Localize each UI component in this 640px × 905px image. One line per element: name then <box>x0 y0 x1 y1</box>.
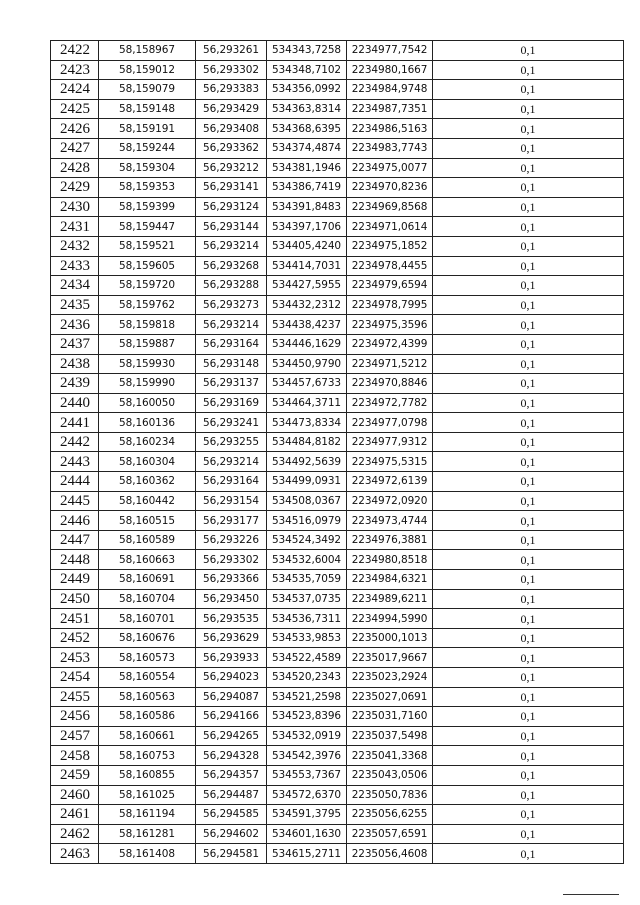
latitude-cell: 58,159244 <box>99 138 196 158</box>
point-number-cell: 2453 <box>51 648 99 668</box>
longitude-cell: 56,293933 <box>196 648 267 668</box>
table-row <box>51 236 624 256</box>
table-row <box>51 217 624 237</box>
table-row <box>51 628 624 648</box>
accuracy-cell: 0,1 <box>433 726 624 746</box>
y-coordinate-cell: 2235023,2924 <box>347 668 433 688</box>
y-coordinate-cell: 2234994,5990 <box>347 609 433 629</box>
point-number-cell: 2447 <box>51 530 99 550</box>
x-coordinate-cell: 534524,3492 <box>267 530 347 550</box>
point-number-cell: 2442 <box>51 432 99 452</box>
longitude-cell: 56,293137 <box>196 374 267 394</box>
accuracy-cell: 0,1 <box>433 295 624 315</box>
table-row <box>51 119 624 139</box>
y-coordinate-cell: 2234984,6321 <box>347 570 433 590</box>
latitude-cell: 58,160701 <box>99 609 196 629</box>
latitude-cell: 58,159191 <box>99 119 196 139</box>
table-row <box>51 765 624 785</box>
table-row <box>51 609 624 629</box>
accuracy-cell: 0,1 <box>433 60 624 80</box>
table-row <box>51 393 624 413</box>
table-row <box>51 805 624 825</box>
latitude-cell: 58,160855 <box>99 765 196 785</box>
accuracy-cell: 0,1 <box>433 178 624 198</box>
point-number-cell: 2440 <box>51 393 99 413</box>
y-coordinate-cell: 2235037,5498 <box>347 726 433 746</box>
longitude-cell: 56,293169 <box>196 393 267 413</box>
point-number-cell: 2460 <box>51 785 99 805</box>
latitude-cell: 58,160753 <box>99 746 196 766</box>
y-coordinate-cell: 2235056,4608 <box>347 844 433 864</box>
longitude-cell: 56,293226 <box>196 530 267 550</box>
longitude-cell: 56,293383 <box>196 80 267 100</box>
accuracy-cell: 0,1 <box>433 472 624 492</box>
point-number-cell: 2462 <box>51 824 99 844</box>
point-number-cell: 2430 <box>51 197 99 217</box>
point-number-cell: 2441 <box>51 413 99 433</box>
longitude-cell: 56,293450 <box>196 589 267 609</box>
y-coordinate-cell: 2235043,0506 <box>347 765 433 785</box>
latitude-cell: 58,160304 <box>99 452 196 472</box>
longitude-cell: 56,293273 <box>196 295 267 315</box>
y-coordinate-cell: 2234978,4455 <box>347 256 433 276</box>
x-coordinate-cell: 534521,2598 <box>267 687 347 707</box>
y-coordinate-cell: 2235050,7836 <box>347 785 433 805</box>
longitude-cell: 56,293366 <box>196 570 267 590</box>
table-row <box>51 491 624 511</box>
x-coordinate-cell: 534536,7311 <box>267 609 347 629</box>
latitude-cell: 58,159887 <box>99 334 196 354</box>
x-coordinate-cell: 534446,1629 <box>267 334 347 354</box>
table-row <box>51 99 624 119</box>
table-row <box>51 472 624 492</box>
longitude-cell: 56,293408 <box>196 119 267 139</box>
y-coordinate-cell: 2234975,3596 <box>347 315 433 335</box>
coordinates-table-body <box>51 41 624 864</box>
point-number-cell: 2452 <box>51 628 99 648</box>
longitude-cell: 56,294357 <box>196 765 267 785</box>
latitude-cell: 58,160691 <box>99 570 196 590</box>
longitude-cell: 56,293144 <box>196 217 267 237</box>
latitude-cell: 58,160362 <box>99 472 196 492</box>
longitude-cell: 56,293241 <box>196 413 267 433</box>
y-coordinate-cell: 2234970,8236 <box>347 178 433 198</box>
latitude-cell: 58,159605 <box>99 256 196 276</box>
longitude-cell: 56,293214 <box>196 236 267 256</box>
accuracy-cell: 0,1 <box>433 315 624 335</box>
accuracy-cell: 0,1 <box>433 609 624 629</box>
latitude-cell: 58,160676 <box>99 628 196 648</box>
point-number-cell: 2444 <box>51 472 99 492</box>
longitude-cell: 56,293212 <box>196 158 267 178</box>
accuracy-cell: 0,1 <box>433 432 624 452</box>
longitude-cell: 56,293141 <box>196 178 267 198</box>
accuracy-cell: 0,1 <box>433 511 624 531</box>
point-number-cell: 2458 <box>51 746 99 766</box>
y-coordinate-cell: 2234971,5212 <box>347 354 433 374</box>
longitude-cell: 56,294087 <box>196 687 267 707</box>
latitude-cell: 58,160136 <box>99 413 196 433</box>
x-coordinate-cell: 534348,7102 <box>267 60 347 80</box>
y-coordinate-cell: 2235056,6255 <box>347 805 433 825</box>
accuracy-cell: 0,1 <box>433 824 624 844</box>
longitude-cell: 56,293255 <box>196 432 267 452</box>
x-coordinate-cell: 534397,1706 <box>267 217 347 237</box>
point-number-cell: 2429 <box>51 178 99 198</box>
point-number-cell: 2463 <box>51 844 99 864</box>
y-coordinate-cell: 2234975,0077 <box>347 158 433 178</box>
table-row <box>51 295 624 315</box>
point-number-cell: 2451 <box>51 609 99 629</box>
point-number-cell: 2436 <box>51 315 99 335</box>
point-number-cell: 2443 <box>51 452 99 472</box>
accuracy-cell: 0,1 <box>433 236 624 256</box>
x-coordinate-cell: 534532,6004 <box>267 550 347 570</box>
accuracy-cell: 0,1 <box>433 746 624 766</box>
table-row <box>51 276 624 296</box>
latitude-cell: 58,160573 <box>99 648 196 668</box>
x-coordinate-cell: 534523,8396 <box>267 707 347 727</box>
y-coordinate-cell: 2234972,6139 <box>347 472 433 492</box>
latitude-cell: 58,159148 <box>99 99 196 119</box>
y-coordinate-cell: 2234969,8568 <box>347 197 433 217</box>
table-row <box>51 158 624 178</box>
table-row <box>51 256 624 276</box>
longitude-cell: 56,293302 <box>196 550 267 570</box>
accuracy-cell: 0,1 <box>433 99 624 119</box>
point-number-cell: 2457 <box>51 726 99 746</box>
x-coordinate-cell: 534368,6395 <box>267 119 347 139</box>
y-coordinate-cell: 2234972,7782 <box>347 393 433 413</box>
y-coordinate-cell: 2234977,0798 <box>347 413 433 433</box>
x-coordinate-cell: 534572,6370 <box>267 785 347 805</box>
table-row <box>51 413 624 433</box>
longitude-cell: 56,294166 <box>196 707 267 727</box>
table-row <box>51 687 624 707</box>
table-row <box>51 785 624 805</box>
point-number-cell: 2437 <box>51 334 99 354</box>
longitude-cell: 56,294023 <box>196 668 267 688</box>
table-row <box>51 452 624 472</box>
x-coordinate-cell: 534438,4237 <box>267 315 347 335</box>
latitude-cell: 58,160704 <box>99 589 196 609</box>
longitude-cell: 56,293154 <box>196 491 267 511</box>
point-number-cell: 2450 <box>51 589 99 609</box>
latitude-cell: 58,160234 <box>99 432 196 452</box>
longitude-cell: 56,293268 <box>196 256 267 276</box>
x-coordinate-cell: 534343,7258 <box>267 41 347 61</box>
table-row <box>51 432 624 452</box>
table-row <box>51 530 624 550</box>
y-coordinate-cell: 2235031,7160 <box>347 707 433 727</box>
longitude-cell: 56,293302 <box>196 60 267 80</box>
y-coordinate-cell: 2235000,1013 <box>347 628 433 648</box>
latitude-cell: 58,160515 <box>99 511 196 531</box>
x-coordinate-cell: 534432,2312 <box>267 295 347 315</box>
longitude-cell: 56,293214 <box>196 315 267 335</box>
longitude-cell: 56,294265 <box>196 726 267 746</box>
point-number-cell: 2425 <box>51 99 99 119</box>
latitude-cell: 58,159012 <box>99 60 196 80</box>
y-coordinate-cell: 2234973,4744 <box>347 511 433 531</box>
table-row <box>51 589 624 609</box>
x-coordinate-cell: 534499,0931 <box>267 472 347 492</box>
longitude-cell: 56,294585 <box>196 805 267 825</box>
point-number-cell: 2459 <box>51 765 99 785</box>
y-coordinate-cell: 2234978,7995 <box>347 295 433 315</box>
y-coordinate-cell: 2234972,0920 <box>347 491 433 511</box>
x-coordinate-cell: 534542,3976 <box>267 746 347 766</box>
latitude-cell: 58,159720 <box>99 276 196 296</box>
latitude-cell: 58,159930 <box>99 354 196 374</box>
table-row <box>51 570 624 590</box>
x-coordinate-cell: 534464,3711 <box>267 393 347 413</box>
table-row <box>51 726 624 746</box>
y-coordinate-cell: 2234986,5163 <box>347 119 433 139</box>
coordinates-table <box>50 40 624 864</box>
x-coordinate-cell: 534391,8483 <box>267 197 347 217</box>
latitude-cell: 58,158967 <box>99 41 196 61</box>
accuracy-cell: 0,1 <box>433 256 624 276</box>
table-row <box>51 668 624 688</box>
latitude-cell: 58,160586 <box>99 707 196 727</box>
y-coordinate-cell: 2234980,1667 <box>347 60 433 80</box>
accuracy-cell: 0,1 <box>433 80 624 100</box>
accuracy-cell: 0,1 <box>433 119 624 139</box>
accuracy-cell: 0,1 <box>433 589 624 609</box>
point-number-cell: 2454 <box>51 668 99 688</box>
x-coordinate-cell: 534473,8334 <box>267 413 347 433</box>
latitude-cell: 58,159353 <box>99 178 196 198</box>
latitude-cell: 58,160554 <box>99 668 196 688</box>
accuracy-cell: 0,1 <box>433 648 624 668</box>
longitude-cell: 56,293629 <box>196 628 267 648</box>
latitude-cell: 58,159079 <box>99 80 196 100</box>
point-number-cell: 2456 <box>51 707 99 727</box>
longitude-cell: 56,293164 <box>196 472 267 492</box>
y-coordinate-cell: 2234989,6211 <box>347 589 433 609</box>
longitude-cell: 56,293535 <box>196 609 267 629</box>
accuracy-cell: 0,1 <box>433 491 624 511</box>
y-coordinate-cell: 2234971,0614 <box>347 217 433 237</box>
point-number-cell: 2428 <box>51 158 99 178</box>
table-row <box>51 511 624 531</box>
longitude-cell: 56,294328 <box>196 746 267 766</box>
point-number-cell: 2438 <box>51 354 99 374</box>
x-coordinate-cell: 534363,8314 <box>267 99 347 119</box>
y-coordinate-cell: 2234976,3881 <box>347 530 433 550</box>
longitude-cell: 56,294602 <box>196 824 267 844</box>
accuracy-cell: 0,1 <box>433 707 624 727</box>
y-coordinate-cell: 2235041,3368 <box>347 746 433 766</box>
longitude-cell: 56,293261 <box>196 41 267 61</box>
table-row <box>51 707 624 727</box>
x-coordinate-cell: 534522,4589 <box>267 648 347 668</box>
accuracy-cell: 0,1 <box>433 393 624 413</box>
latitude-cell: 58,159990 <box>99 374 196 394</box>
accuracy-cell: 0,1 <box>433 628 624 648</box>
point-number-cell: 2422 <box>51 41 99 61</box>
longitude-cell: 56,293148 <box>196 354 267 374</box>
accuracy-cell: 0,1 <box>433 765 624 785</box>
longitude-cell: 56,293429 <box>196 99 267 119</box>
y-coordinate-cell: 2235057,6591 <box>347 824 433 844</box>
table-row <box>51 138 624 158</box>
latitude-cell: 58,161194 <box>99 805 196 825</box>
accuracy-cell: 0,1 <box>433 844 624 864</box>
x-coordinate-cell: 534492,5639 <box>267 452 347 472</box>
y-coordinate-cell: 2234972,4399 <box>347 334 433 354</box>
longitude-cell: 56,293164 <box>196 334 267 354</box>
point-number-cell: 2433 <box>51 256 99 276</box>
latitude-cell: 58,159762 <box>99 295 196 315</box>
x-coordinate-cell: 534532,0919 <box>267 726 347 746</box>
accuracy-cell: 0,1 <box>433 217 624 237</box>
latitude-cell: 58,161025 <box>99 785 196 805</box>
accuracy-cell: 0,1 <box>433 668 624 688</box>
x-coordinate-cell: 534533,9853 <box>267 628 347 648</box>
x-coordinate-cell: 534414,7031 <box>267 256 347 276</box>
latitude-cell: 58,159304 <box>99 158 196 178</box>
table-row <box>51 824 624 844</box>
x-coordinate-cell: 534356,0992 <box>267 80 347 100</box>
accuracy-cell: 0,1 <box>433 687 624 707</box>
point-number-cell: 2426 <box>51 119 99 139</box>
x-coordinate-cell: 534537,0735 <box>267 589 347 609</box>
accuracy-cell: 0,1 <box>433 374 624 394</box>
table-row <box>51 197 624 217</box>
y-coordinate-cell: 2234975,1852 <box>347 236 433 256</box>
latitude-cell: 58,160589 <box>99 530 196 550</box>
x-coordinate-cell: 534484,8182 <box>267 432 347 452</box>
longitude-cell: 56,294487 <box>196 785 267 805</box>
table-row <box>51 334 624 354</box>
latitude-cell: 58,160442 <box>99 491 196 511</box>
y-coordinate-cell: 2234975,5315 <box>347 452 433 472</box>
table-row <box>51 60 624 80</box>
accuracy-cell: 0,1 <box>433 138 624 158</box>
point-number-cell: 2435 <box>51 295 99 315</box>
table-row <box>51 844 624 864</box>
latitude-cell: 58,161281 <box>99 824 196 844</box>
table-row <box>51 648 624 668</box>
x-coordinate-cell: 534535,7059 <box>267 570 347 590</box>
accuracy-cell: 0,1 <box>433 41 624 61</box>
accuracy-cell: 0,1 <box>433 197 624 217</box>
accuracy-cell: 0,1 <box>433 158 624 178</box>
point-number-cell: 2449 <box>51 570 99 590</box>
accuracy-cell: 0,1 <box>433 530 624 550</box>
point-number-cell: 2446 <box>51 511 99 531</box>
longitude-cell: 56,293177 <box>196 511 267 531</box>
accuracy-cell: 0,1 <box>433 570 624 590</box>
point-number-cell: 2431 <box>51 217 99 237</box>
y-coordinate-cell: 2234979,6594 <box>347 276 433 296</box>
longitude-cell: 56,293288 <box>196 276 267 296</box>
point-number-cell: 2432 <box>51 236 99 256</box>
y-coordinate-cell: 2235027,0691 <box>347 687 433 707</box>
table-row <box>51 315 624 335</box>
table-row <box>51 374 624 394</box>
table-row <box>51 178 624 198</box>
x-coordinate-cell: 534457,6733 <box>267 374 347 394</box>
page-edge-line <box>563 894 619 895</box>
x-coordinate-cell: 534381,1946 <box>267 158 347 178</box>
point-number-cell: 2445 <box>51 491 99 511</box>
point-number-cell: 2423 <box>51 60 99 80</box>
latitude-cell: 58,159447 <box>99 217 196 237</box>
y-coordinate-cell: 2234983,7743 <box>347 138 433 158</box>
point-number-cell: 2461 <box>51 805 99 825</box>
y-coordinate-cell: 2234970,8846 <box>347 374 433 394</box>
point-number-cell: 2424 <box>51 80 99 100</box>
accuracy-cell: 0,1 <box>433 276 624 296</box>
y-coordinate-cell: 2234987,7351 <box>347 99 433 119</box>
x-coordinate-cell: 534508,0367 <box>267 491 347 511</box>
table-row <box>51 354 624 374</box>
y-coordinate-cell: 2235017,9667 <box>347 648 433 668</box>
y-coordinate-cell: 2234977,7542 <box>347 41 433 61</box>
accuracy-cell: 0,1 <box>433 354 624 374</box>
latitude-cell: 58,159521 <box>99 236 196 256</box>
point-number-cell: 2427 <box>51 138 99 158</box>
x-coordinate-cell: 534405,4240 <box>267 236 347 256</box>
y-coordinate-cell: 2234984,9748 <box>347 80 433 100</box>
x-coordinate-cell: 534450,9790 <box>267 354 347 374</box>
x-coordinate-cell: 534386,7419 <box>267 178 347 198</box>
y-coordinate-cell: 2234980,8518 <box>347 550 433 570</box>
x-coordinate-cell: 534520,2343 <box>267 668 347 688</box>
latitude-cell: 58,160661 <box>99 726 196 746</box>
latitude-cell: 58,160050 <box>99 393 196 413</box>
point-number-cell: 2439 <box>51 374 99 394</box>
x-coordinate-cell: 534553,7367 <box>267 765 347 785</box>
accuracy-cell: 0,1 <box>433 785 624 805</box>
longitude-cell: 56,294581 <box>196 844 267 864</box>
x-coordinate-cell: 534374,4874 <box>267 138 347 158</box>
point-number-cell: 2448 <box>51 550 99 570</box>
table-row <box>51 550 624 570</box>
accuracy-cell: 0,1 <box>433 805 624 825</box>
accuracy-cell: 0,1 <box>433 413 624 433</box>
y-coordinate-cell: 2234977,9312 <box>347 432 433 452</box>
x-coordinate-cell: 534601,1630 <box>267 824 347 844</box>
latitude-cell: 58,159399 <box>99 197 196 217</box>
point-number-cell: 2434 <box>51 276 99 296</box>
table-row <box>51 41 624 61</box>
table-row <box>51 80 624 100</box>
latitude-cell: 58,160563 <box>99 687 196 707</box>
longitude-cell: 56,293214 <box>196 452 267 472</box>
latitude-cell: 58,160663 <box>99 550 196 570</box>
accuracy-cell: 0,1 <box>433 550 624 570</box>
longitude-cell: 56,293362 <box>196 138 267 158</box>
accuracy-cell: 0,1 <box>433 334 624 354</box>
latitude-cell: 58,159818 <box>99 315 196 335</box>
x-coordinate-cell: 534516,0979 <box>267 511 347 531</box>
table-row <box>51 746 624 766</box>
latitude-cell: 58,161408 <box>99 844 196 864</box>
point-number-cell: 2455 <box>51 687 99 707</box>
longitude-cell: 56,293124 <box>196 197 267 217</box>
x-coordinate-cell: 534591,3795 <box>267 805 347 825</box>
x-coordinate-cell: 534427,5955 <box>267 276 347 296</box>
accuracy-cell: 0,1 <box>433 452 624 472</box>
x-coordinate-cell: 534615,2711 <box>267 844 347 864</box>
